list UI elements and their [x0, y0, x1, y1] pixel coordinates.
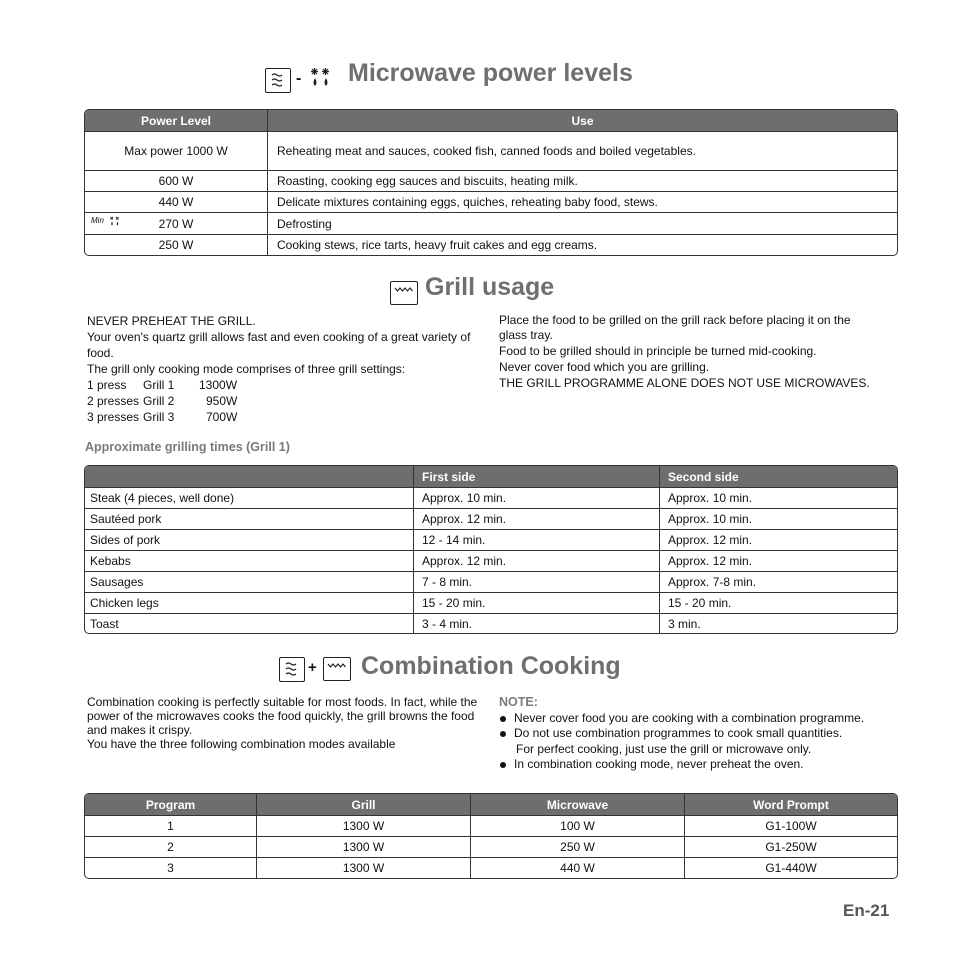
plus-separator: + — [308, 659, 317, 676]
microwave-icon — [279, 657, 305, 682]
power-level-cell — [85, 212, 267, 233]
food-cell: Steak (4 pieces, well done) — [85, 487, 413, 508]
grill-settings-intro: The grill only cooking mode comprises of three grill settings: — [87, 362, 406, 376]
first-side-cell: 12 - 14 min. — [413, 529, 659, 550]
header-use: Use — [267, 110, 897, 131]
table-row — [85, 508, 897, 529]
bullet-icon — [500, 716, 506, 722]
bullet-icon — [500, 762, 506, 768]
note-text: For perfect cooking, just use the grill or microwave only. — [516, 741, 812, 756]
food-cell: Kebabs — [85, 550, 413, 571]
use-cell: Reheating meat and sauces, cooked fish, canned foods and boiled vegetables. — [267, 131, 897, 170]
grilling-times-table — [84, 465, 898, 634]
list-item — [499, 726, 899, 742]
header-program: Program — [85, 794, 256, 815]
list-item — [499, 711, 899, 727]
header-food — [85, 466, 413, 487]
table-row — [85, 815, 897, 836]
list-item — [499, 757, 899, 773]
grill-left-text — [87, 313, 479, 425]
word-prompt-cell: G1-100W — [684, 815, 897, 836]
program-cell: 1 — [85, 815, 256, 836]
first-side-cell: 7 - 8 min. — [413, 571, 659, 592]
presses-text: 3 presses — [87, 410, 140, 424]
table-row — [85, 191, 897, 212]
food-cell: Sides of pork — [85, 529, 413, 550]
note-text: In combination cooking mode, never preheat the oven. — [514, 757, 804, 771]
notes-list — [499, 711, 899, 773]
grill-setting-text: Grill 2 — [143, 394, 175, 408]
grill-setting-text: Grill 1 — [143, 378, 175, 392]
first-side-cell: 15 - 20 min. — [413, 592, 659, 613]
grill-cover-warning: Never cover food which you are grilling. — [499, 360, 710, 374]
table-row — [85, 836, 897, 857]
table-row — [85, 571, 897, 592]
word-prompt-cell: G1-440W — [684, 857, 897, 878]
grill-cell: 1300 W — [256, 857, 470, 878]
use-cell: Roasting, cooking egg sauces and biscuits, heating milk. — [267, 170, 897, 191]
second-side-cell: Approx. 7-8 min. — [659, 571, 897, 592]
grill-no-microwave-note: THE GRILL PROGRAMME ALONE DOES NOT USE MICROWAVES. — [499, 376, 870, 390]
header-first-side: First side — [413, 466, 659, 487]
combination-description: Combination cooking is perfectly suitable for most foods. In fact, while the power of the microwaves cooks the food quickly, the grill browns the food and makes it crispy. — [87, 695, 478, 737]
presses-text: 1 press — [87, 378, 127, 392]
grill-icon — [390, 281, 418, 305]
grill-cell: 1300 W — [256, 815, 470, 836]
grill-turn-instruction: Food to be grilled should in principle be turned mid-cooking. — [499, 344, 817, 358]
note-continuation — [499, 742, 899, 758]
defrost-small-icon — [109, 215, 121, 232]
grill-setting-row — [87, 393, 479, 409]
first-side-cell: 3 - 4 min. — [413, 613, 659, 634]
microwave-cell: 100 W — [470, 815, 684, 836]
table-row — [85, 592, 897, 613]
table-row — [85, 487, 897, 508]
header-grill: Grill — [256, 794, 470, 815]
food-cell: Sausages — [85, 571, 413, 592]
defrost-icon — [309, 66, 333, 92]
microwave-cell: 250 W — [470, 836, 684, 857]
first-side-cell: Approx. 12 min. — [413, 550, 659, 571]
use-cell: Delicate mixtures containing eggs, quiches, reheating baby food, stews. — [267, 191, 897, 212]
table-row — [85, 212, 897, 233]
header-microwave: Microwave — [470, 794, 684, 815]
power-level-cell: 250 W — [85, 234, 267, 255]
microwave-icon — [265, 68, 291, 93]
dash-separator: - — [296, 70, 302, 87]
grill-setting-row — [87, 409, 479, 425]
grill-rack-instruction: Place the food to be grilled on the grill rack before placing it on the glass tray. — [499, 313, 851, 342]
use-cell: Defrosting — [267, 212, 897, 233]
second-side-cell: Approx. 12 min. — [659, 529, 897, 550]
combination-notes — [499, 695, 899, 773]
bullet-icon — [500, 731, 506, 737]
table-row — [85, 857, 897, 878]
power-level-value: 270 W — [158, 216, 194, 231]
grill-setting-text: Grill 3 — [143, 410, 175, 424]
second-side-cell: 3 min. — [659, 613, 897, 634]
header-word-prompt: Word Prompt — [684, 794, 897, 815]
combination-table — [84, 793, 898, 879]
grill-usage-title: Grill usage — [425, 273, 555, 301]
note-label: NOTE: — [499, 695, 538, 709]
second-side-cell: Approx. 10 min. — [659, 487, 897, 508]
food-cell: Chicken legs — [85, 592, 413, 613]
food-cell: Toast — [85, 613, 413, 634]
grill-warning: NEVER PREHEAT THE GRILL. — [87, 314, 256, 328]
table-row — [85, 234, 897, 255]
grill-right-text — [499, 313, 879, 391]
min-label: Min — [91, 216, 104, 226]
program-cell: 3 — [85, 857, 256, 878]
first-side-cell: Approx. 12 min. — [413, 508, 659, 529]
table-row — [85, 550, 897, 571]
food-cell: Sautéed pork — [85, 508, 413, 529]
use-cell: Cooking stews, rice tarts, heavy fruit cakes and egg creams. — [267, 234, 897, 255]
table-row — [85, 131, 897, 170]
grill-power-text: 950W — [206, 394, 238, 408]
header-power-level: Power Level — [85, 110, 267, 131]
power-level-cell: Max power 1000 W — [85, 131, 267, 170]
program-cell: 2 — [85, 836, 256, 857]
grill-icon — [323, 657, 351, 681]
note-text: Do not use combination programmes to cook small quantities. — [514, 726, 843, 740]
grill-description: Your oven's quartz grill allows fast and even cooking of a great variety of food. — [87, 330, 471, 360]
first-side-cell: Approx. 10 min. — [413, 487, 659, 508]
grill-setting-row — [87, 377, 479, 393]
table-row — [85, 529, 897, 550]
power-levels-table — [84, 109, 898, 256]
grilling-times-title: Approximate grilling times (Grill 1) — [85, 440, 290, 454]
grill-cell: 1300 W — [256, 836, 470, 857]
power-levels-title: Microwave power levels — [348, 59, 633, 87]
second-side-cell: Approx. 12 min. — [659, 550, 897, 571]
presses-text: 2 presses — [87, 394, 140, 408]
power-level-cell: 440 W — [85, 191, 267, 212]
note-text: Never cover food you are cooking with a combination programme. — [514, 710, 865, 725]
combination-table-header — [85, 794, 897, 815]
power-table-header — [85, 110, 897, 131]
word-prompt-cell: G1-250W — [684, 836, 897, 857]
page-number: En-21 — [843, 901, 890, 920]
table-row — [85, 170, 897, 191]
grill-power-text: 1300W — [199, 378, 238, 392]
header-second-side: Second side — [659, 466, 897, 487]
table-row — [85, 613, 897, 634]
power-level-cell: 600 W — [85, 170, 267, 191]
second-side-cell: Approx. 10 min. — [659, 508, 897, 529]
second-side-cell: 15 - 20 min. — [659, 592, 897, 613]
grill-power-text: 700W — [206, 410, 238, 424]
grilling-table-header — [85, 466, 897, 487]
combination-intro — [87, 695, 483, 751]
combination-cooking-title: Combination Cooking — [361, 652, 621, 680]
microwave-cell: 440 W — [470, 857, 684, 878]
combination-modes-note: You have the three following combination modes available — [87, 737, 396, 751]
